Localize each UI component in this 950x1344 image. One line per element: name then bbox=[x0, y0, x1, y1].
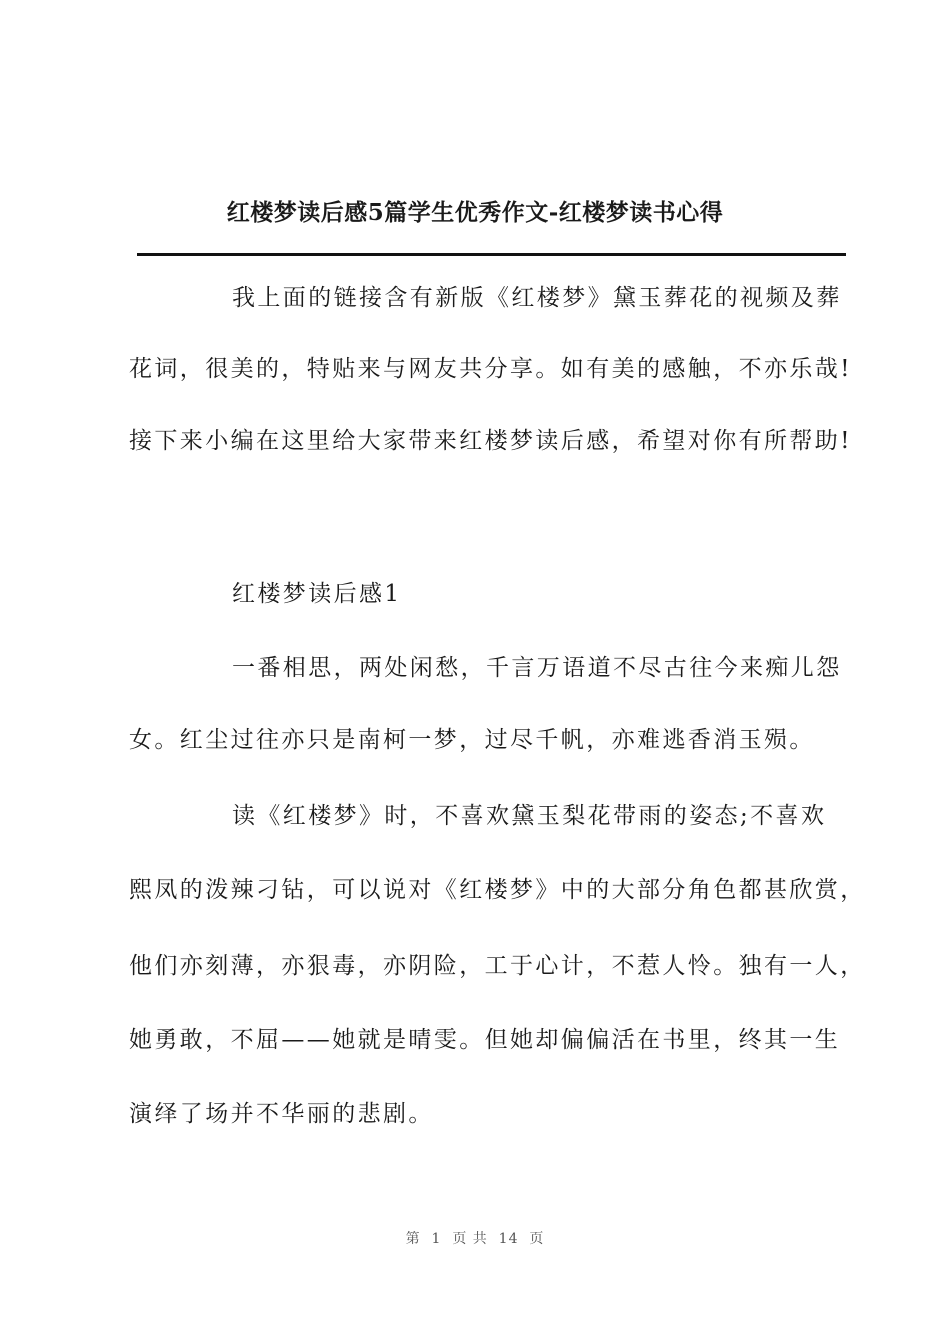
page-number-footer: 第 1 页 共 14 页 bbox=[405, 1231, 545, 1247]
paragraph2-line-2: 熙凤的泼辣刁钻，可以说对《红楼梦》中的大部分角色都甚欣赏， bbox=[129, 877, 866, 903]
intro-line-1: 我上面的链接含有新版《红楼梦》黛玉葬花的视频及葬 bbox=[232, 285, 842, 311]
section-heading: 红楼梦读后感1 bbox=[232, 581, 402, 607]
paragraph2-line-1: 读《红楼梦》时，不喜欢黛玉梨花带雨的姿态;不喜欢 bbox=[232, 803, 827, 829]
title-divider bbox=[137, 253, 846, 256]
document-title: 红楼梦读后感5篇学生优秀作文-红楼梦读书心得 bbox=[226, 199, 724, 226]
intro-line-3: 接下来小编在这里给大家带来红楼梦读后感，希望对你有所帮助! bbox=[129, 428, 852, 454]
paragraph1-line-2: 女。红尘过往亦只是南柯一梦，过尽千帆，亦难逃香消玉殒。 bbox=[129, 727, 815, 753]
intro-line-2: 花词，很美的，特贴来与网友共分享。如有美的感触，不亦乐哉! bbox=[129, 356, 852, 382]
paragraph2-line-5: 演绎了场并不华丽的悲剧。 bbox=[129, 1101, 434, 1127]
paragraph2-line-3: 他们亦刻薄，亦狠毒，亦阴险，工于心计，不惹人怜。独有一人， bbox=[129, 953, 866, 979]
paragraph1-line-1: 一番相思，两处闲愁，千言万语道不尽古往今来痴儿怨 bbox=[232, 655, 842, 681]
paragraph2-line-4: 她勇敢，不屈——她就是晴雯。但她却偏偏活在书里，终其一生 bbox=[129, 1027, 841, 1053]
